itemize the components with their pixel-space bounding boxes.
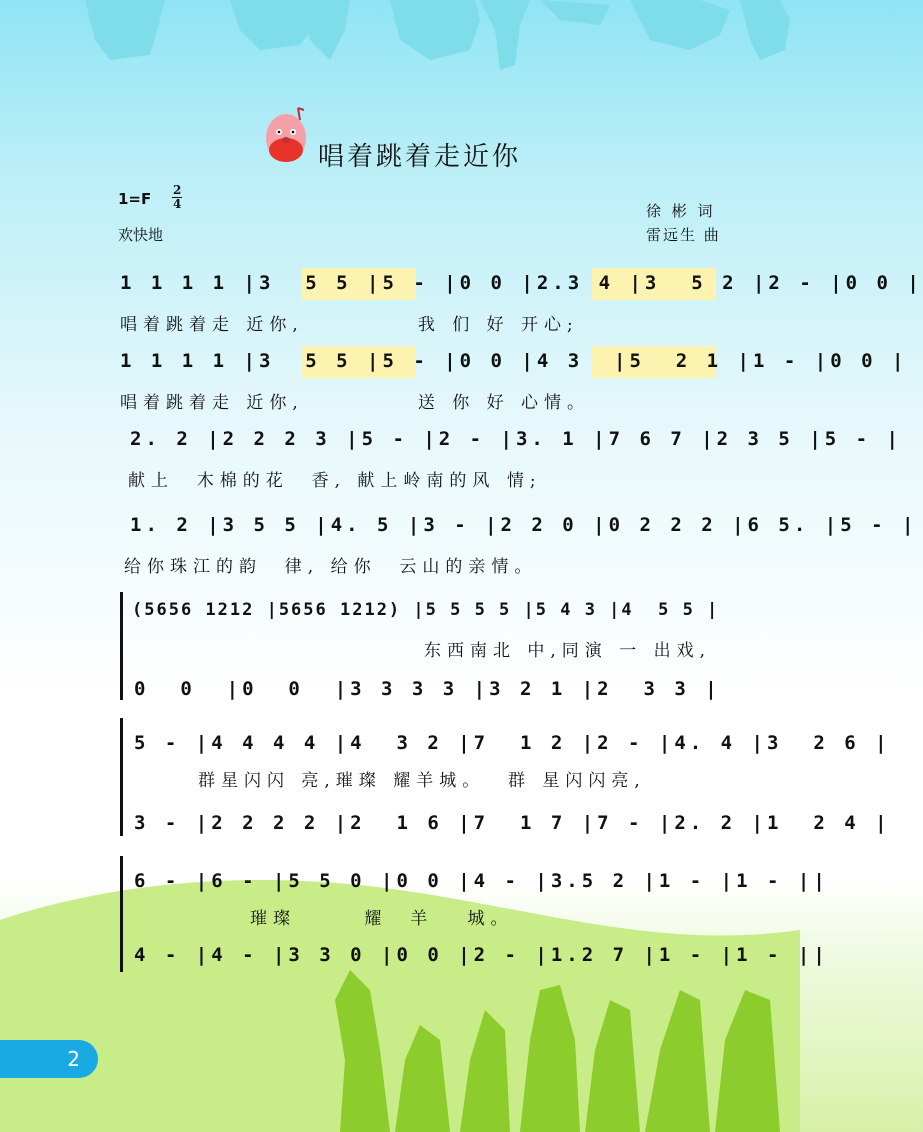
key-signature: 1=F [118, 190, 152, 208]
system-bracket [120, 592, 123, 700]
lyrics-row: 唱着跳着走 近你, 我 们 好 开心; [120, 315, 579, 335]
notation-row: 3 - |2 2 2 2 |2 1 6 |7 1 7 |7 - |2. 2 |1 2 4 | [134, 812, 891, 834]
notation-row: 4 - |4 - |3 3 0 |0 0 |2 - |1.2 7 |1 - |1 - || [134, 944, 829, 966]
tempo-marking: 欢快地 [118, 226, 164, 244]
dancer-silhouettes-top [85, 0, 790, 70]
time-signature [172, 184, 182, 211]
lyricist-credit: 徐 彬 词 [646, 202, 716, 220]
notation-row: 1. 2 |3 5 5 |4. 5 |3 - |2 2 0 |0 2 2 2 |6 5. |5 - | [130, 514, 918, 536]
composer-credit: 雷远生 曲 [646, 226, 721, 244]
song-title: 唱着跳着走近你 [318, 142, 522, 172]
notation-row: (5656 1212 |5656 1212) |5 5 5 5 |5 4 3 |4 5 5 | [132, 600, 720, 620]
page-number: 2 [0, 1040, 98, 1078]
lyrics-row: 唱着跳着走 近你, 送 你 好 心情。 [120, 393, 591, 413]
notation-row: 1 1 1 1 |3 5 5 |5 - |0 0 |4 3 |5 2 1 |1 - |0 0 | [120, 350, 908, 372]
lyrics-row: 献上 木棉的花 香, 献上岭南的风 情; [128, 471, 542, 491]
notation-row: 0 0 |0 0 |3 3 3 3 |3 2 1 |2 3 3 | [134, 678, 721, 700]
time-bottom: 4 [173, 197, 182, 211]
system-bracket [120, 856, 123, 972]
lyrics-row: 群星闪闪 亮,璀璨 耀羊城。 群 星闪闪亮, [198, 771, 646, 791]
notation-row: 6 - |6 - |5 5 0 |0 0 |4 - |3.5 2 |1 - |1 - || [134, 870, 829, 892]
lyrics-row: 给你珠江的韵 律, 给你 云山的亲情。 [124, 557, 538, 577]
notation-row: 2. 2 |2 2 2 3 |5 - |2 - |3. 1 |7 6 7 |2 3 5 |5 - | [130, 428, 902, 450]
lyrics-row: 璀璨 耀 羊 城。 [250, 909, 514, 929]
system-bracket [120, 718, 123, 836]
notation-row: 5 - |4 4 4 4 |4 3 2 |7 1 2 |2 - |4. 4 |3 2 6 | [134, 732, 891, 754]
lyrics-row: 东西南北 中,同演 一 出戏, [424, 641, 712, 661]
notation-row: 1 1 1 1 |3 5 5 |5 - |0 0 |2.3 4 |3 5 2 |2 - |0 0 | [120, 272, 923, 294]
mascot-icon [262, 104, 312, 170]
time-top: 2 [173, 183, 182, 197]
